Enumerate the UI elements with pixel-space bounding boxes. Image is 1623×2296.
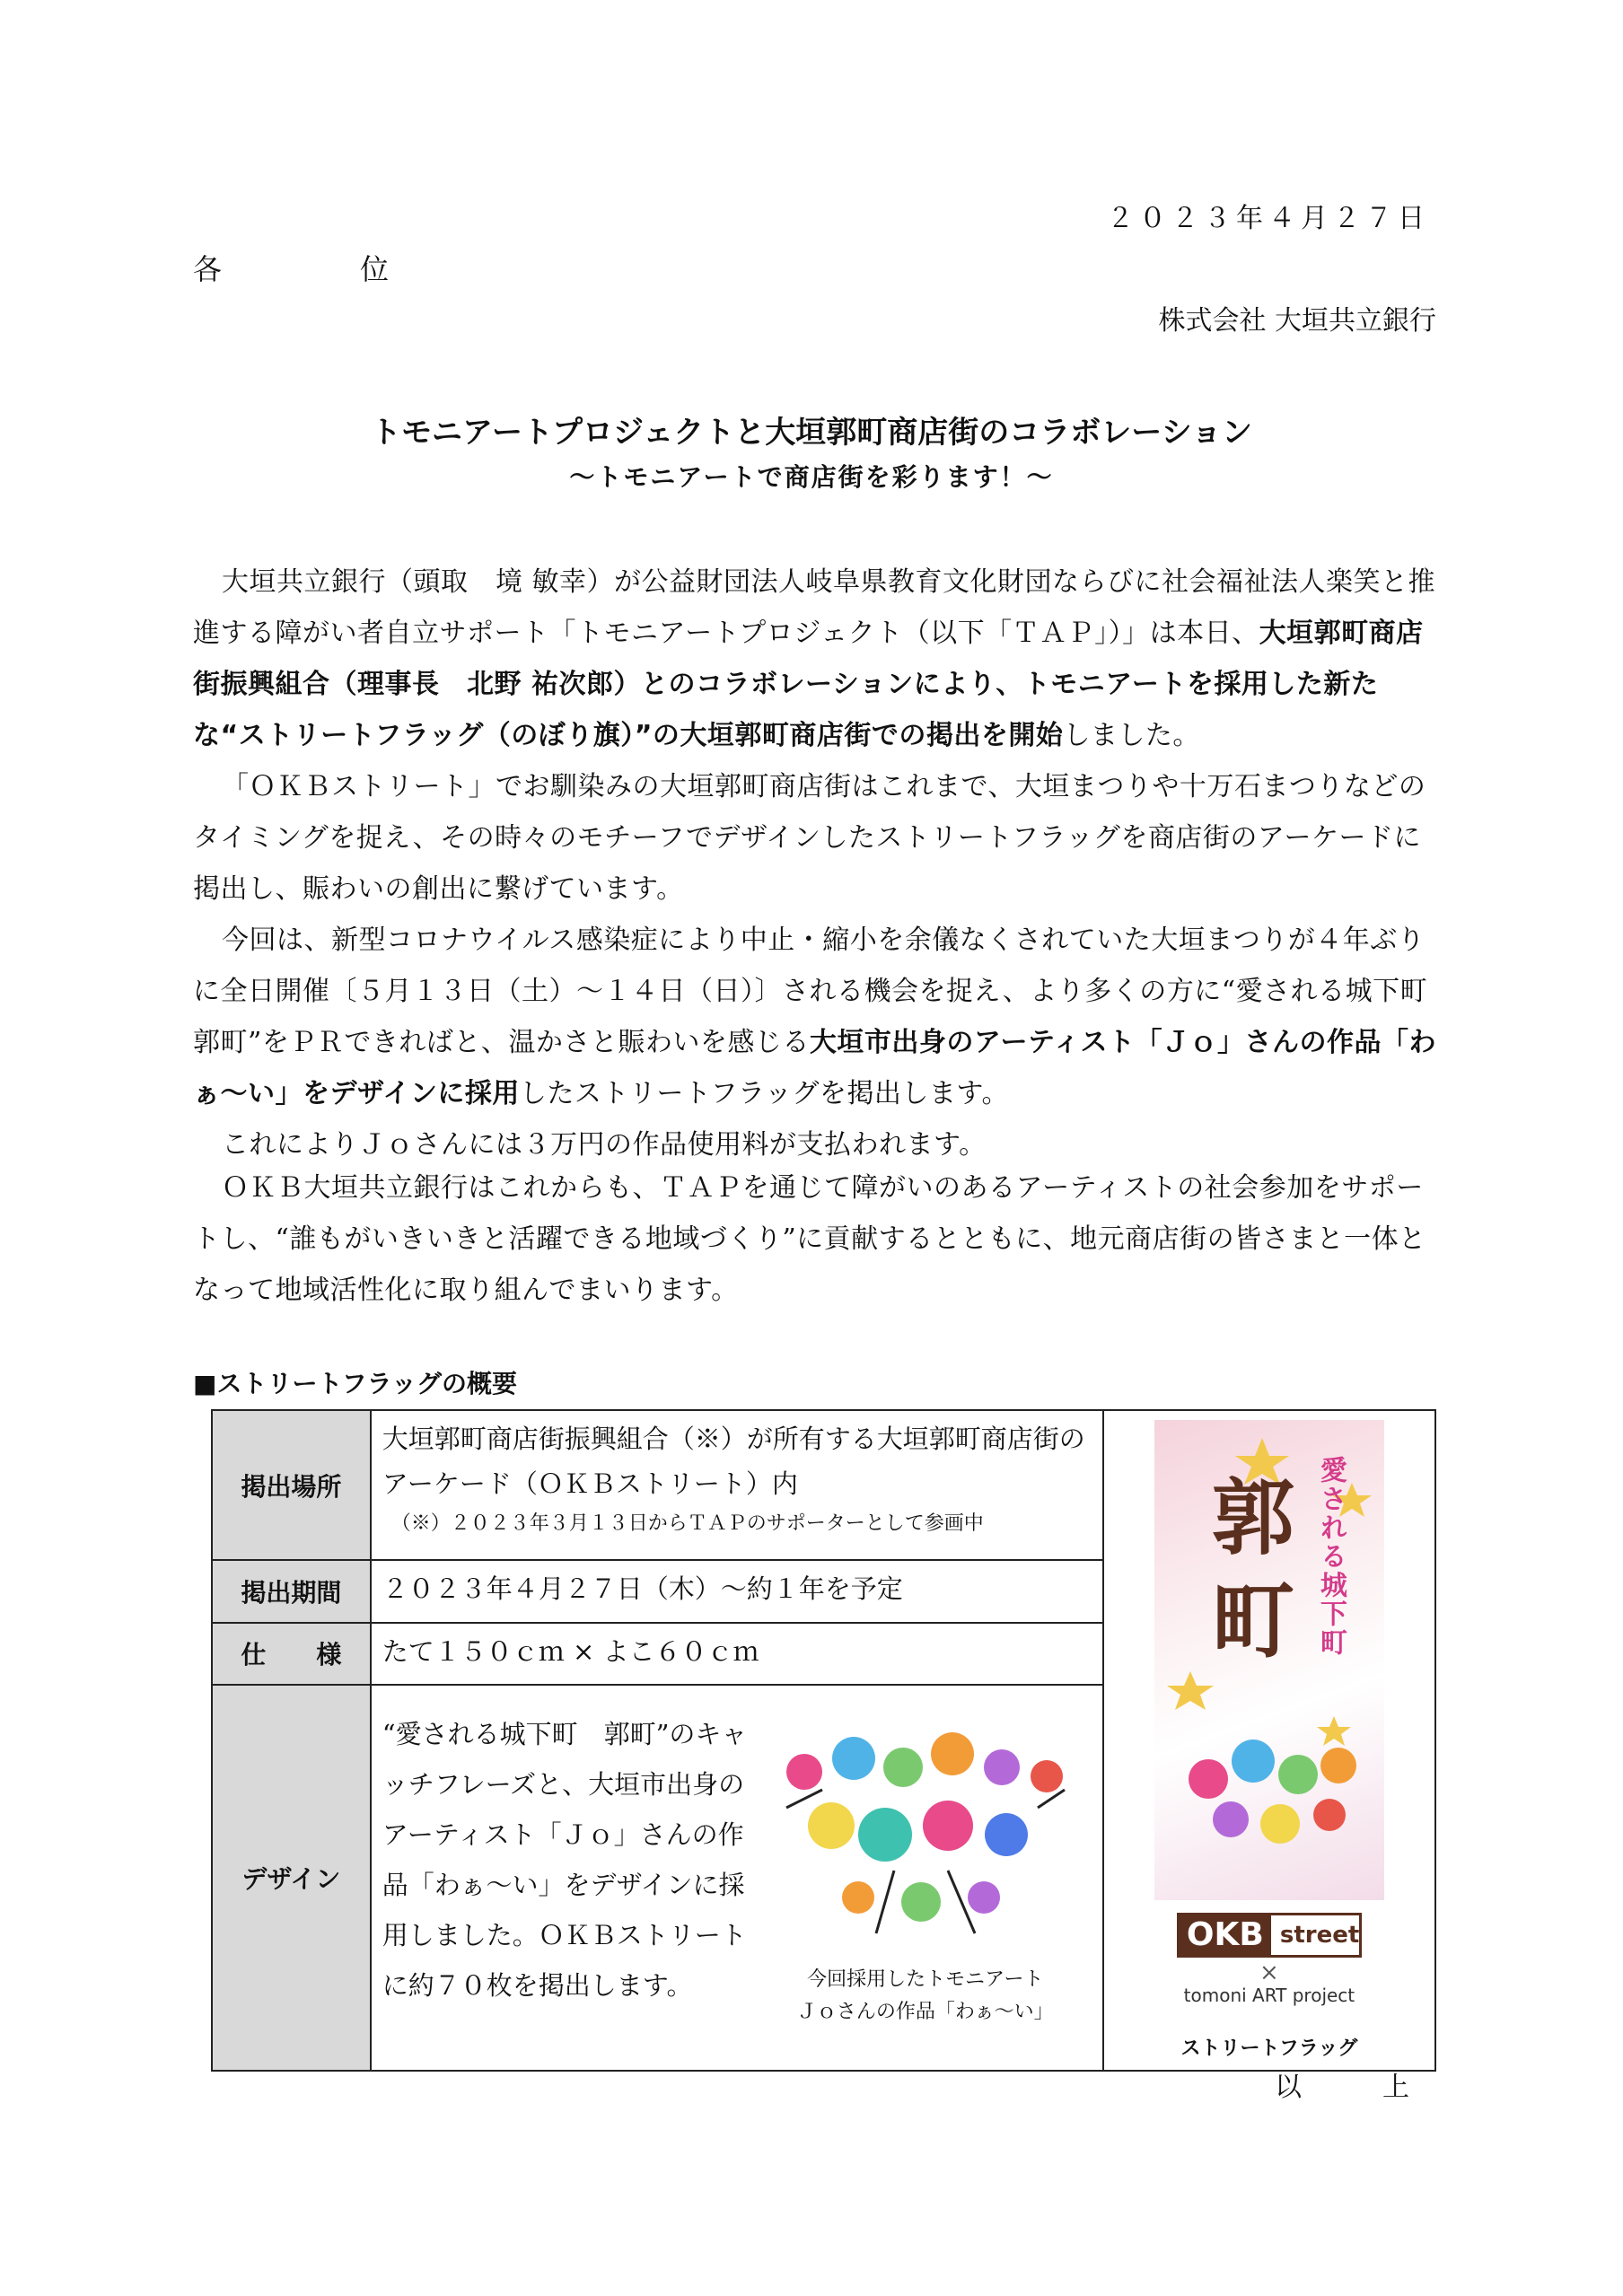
flag-cell <box>1103 1410 1435 2071</box>
flag-kanji-1: 郭 <box>1211 1470 1294 1566</box>
street-logo-text: street <box>1279 1922 1360 1949</box>
design-value: “愛される城下町 郭町”のキャッチフレーズと、大垣市出身のアーティスト「Ｊｏ」さんの作品「わぁ～い」をデザインに採用しました。ＯＫＢストリートに約７０枚を掲出します。 <box>382 1719 748 2001</box>
location-value: 大垣郭町商店街振興組合（※）が所有する大垣郭町商店街のアーケード（ＯＫＢストリート）内 <box>382 1424 1085 1499</box>
flag-catchphrase: 愛される城下町 <box>1314 1456 1347 1657</box>
paragraph-1-text: 大垣共立銀行（頭取 境 敏幸）が公益財団法人岐阜県教育文化財団ならびに社会福祉法人楽笑と推進する障がい者自立サポート「トモニアートプロジェクト（以下「ＴＡＰ」）」は本日、 <box>193 566 1436 649</box>
spec-label: 仕 様 <box>212 1623 371 1685</box>
design-cell <box>371 1685 1103 2071</box>
paragraph-5: ＯＫＢ大垣共立銀行はこれからも、ＴＡＰを通じて障がいのあるアーティストの社会参加をサポートし、“誰もがいきいきと活躍できる地域づくり”に貢献するとともに、地元商店街の皆さまと一体となって地域活性化に取り組んでまいります。 <box>193 1172 1426 1306</box>
paragraph-3-end: したストリートフラッグを掲出します。 <box>519 1078 1010 1109</box>
okb-street-logo <box>1177 1913 1362 1958</box>
body-section-2 <box>193 1162 1441 1316</box>
tomoni-project-text: tomoni ART project <box>1183 1985 1355 2006</box>
paragraph-1-end: しました。 <box>1063 720 1200 751</box>
addressee: 各 位 <box>193 252 417 286</box>
paragraph-3-bold: 大垣市出身のアーティスト「Ｊｏ」さんの作品「わぁ～い」をデザインに採用 <box>193 1027 1437 1109</box>
collab-times: × <box>1259 1959 1279 1986</box>
artwork-block <box>759 1691 1092 2029</box>
closing-mark: 以 上 <box>1275 2072 1436 2103</box>
paragraph-3-text: 今回は、新型コロナウイルス感染症により中止・縮小を余儀なくされていた大垣まつりが４年ぶりに全日開催〔５月１３日（土）～１４日（日）〕される機会を捉え、より多くの方に“愛される城下町 郭町”をＰＲできればと、温かさと賑わいを感じる <box>193 925 1455 1058</box>
flag-kanji-2: 町 <box>1211 1573 1294 1669</box>
summary-table <box>211 1409 1436 2072</box>
paragraph-1 <box>193 556 1441 761</box>
crowd-illustration-icon <box>768 1718 1083 1942</box>
design-label: デザイン <box>212 1685 371 2071</box>
paragraph-3 <box>193 915 1455 1119</box>
paragraph-1-bold: 大垣郭町商店街振興組合（理事長 北野 祐次郎）とのコラボレーションにより、トモニアートを採用した新たな“ストリートフラッグ（のぼり旗）”の大垣郭町商店街での掲出を開始 <box>193 618 1424 751</box>
spec-value: たて１５０ｃｍ × よこ６０ｃｍ <box>371 1623 1103 1685</box>
artwork-caption-2: Ｊｏさんの作品「わぁ～い」 <box>796 2001 1054 2023</box>
street-flag-image <box>1154 1420 1384 1900</box>
artwork-caption-1: 今回採用したトモニアート <box>807 1968 1044 1991</box>
document-date: ２０２３年４月２７日 <box>1107 203 1430 234</box>
document-subtitle: ～トモニアートで商店街を彩ります！～ <box>569 462 1054 492</box>
body-section-1 <box>193 556 1455 1170</box>
table-row <box>212 1410 1435 1560</box>
location-label: 掲出場所 <box>212 1410 371 1560</box>
period-label: 掲出期間 <box>212 1560 371 1622</box>
paragraph-2: 「ＯＫＢストリート」でお馴染みの大垣郭町商店街はこれまで、大垣まつりや十万石まつりなどのタイミングを捉え、その時々のモチーフでデザインしたストリートフラッグを商店街のアーケードに掲出し、賑わいの創出に繋げています。 <box>193 771 1426 905</box>
period-value: ２０２３年４月２７日（木）～約１年を予定 <box>371 1560 1103 1622</box>
summary-heading: ■ストリートフラッグの概要 <box>193 1369 518 1398</box>
company-name: 株式会社 大垣共立銀行 <box>1158 305 1436 337</box>
document-title: トモニアートプロジェクトと大垣郭町商店街のコラボレーション <box>371 415 1252 451</box>
flag-caption: ストリートフラッグ <box>1180 2037 1358 2060</box>
okb-logo-text: OKB <box>1180 1915 1271 1955</box>
artwork-image <box>768 1718 1083 1942</box>
location-cell <box>371 1410 1103 1560</box>
location-note: （※）２０２３年３月１３日からＴＡＰのサポーターとして参画中 <box>390 1512 984 1535</box>
design-content <box>382 1691 1092 2029</box>
paragraph-4: これによりＪｏさんには３万円の作品使用料が支払われます。 <box>222 1129 987 1161</box>
